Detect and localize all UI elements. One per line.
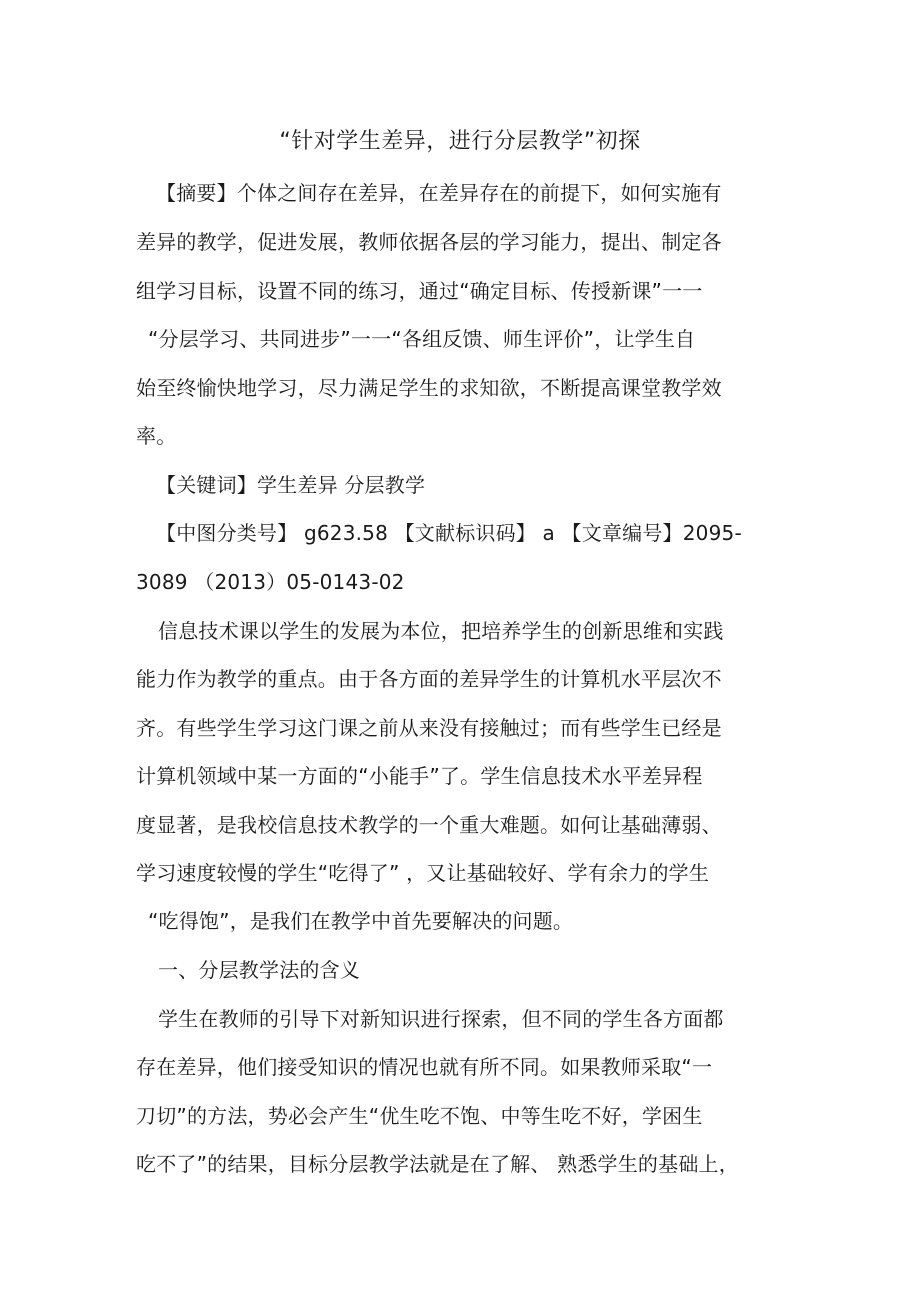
- intro-line: 信息技术课以学生的发展为本位，把培养学生的创新思维和实践: [158, 619, 724, 643]
- section-line: 存在差异，他们接受知识的情况也就有所不同。如果教师采取“一: [136, 1055, 713, 1079]
- document-title: “针对学生差异，进行分层教学”初探: [279, 129, 641, 154]
- intro-line: “吃得饱”，是我们在教学中首先要解决的问题。: [148, 909, 574, 933]
- intro-line: 能力作为教学的重点。由于各方面的差异学生的计算机水平层次不: [136, 667, 722, 691]
- abstract-line: 差异的教学，促进发展，教师依据各层的学习能力，提出、制定各: [136, 230, 722, 254]
- abstract-line: 始至终愉快地学习，尽力满足学生的求知欲，不断提高课堂教学效: [136, 376, 722, 400]
- keywords-line: 【关键词】学生差异 分层教学: [156, 473, 426, 497]
- classification-line: 【中图分类号】 g623.58 【文献标识码】 a 【文章编号】2095-: [156, 521, 742, 545]
- abstract-line: 组学习目标，设置不同的练习，通过“确定目标、传授新课”一一: [136, 279, 703, 303]
- section-heading: 一、分层教学法的含义: [158, 958, 360, 982]
- abstract-line: “分层学习、共同进步”一一“各组反馈、师生评价”，让学生自: [148, 327, 696, 351]
- section-line: 学生在教师的引导下对新知识进行探索，但不同的学生各方面都: [158, 1007, 724, 1031]
- abstract-line: 【摘要】个体之间存在差异，在差异存在的前提下，如何实施有: [156, 181, 722, 205]
- section-line: 吃不了”的结果，目标分层教学法就是在了解、 熟悉学生的基础上，: [136, 1152, 739, 1176]
- intro-line: 齐。有些学生学习这门课之前从来没有接触过；而有些学生已经是: [136, 716, 722, 740]
- intro-line: 学习速度较慢的学生“吃得了” ，又让基础较好、学有余力的学生: [136, 861, 710, 885]
- intro-line: 度显著，是我校信息技术教学的一个重大难题。如何让基础薄弱、: [136, 813, 722, 837]
- intro-line: 计算机领域中某一方面的“小能手”了。学生信息技术水平差异程: [136, 764, 703, 788]
- abstract-line: 率。: [136, 424, 177, 448]
- classification-line: 3089 （2013）05-0143-02: [136, 570, 405, 594]
- section-line: 刀切”的方法，势必会产生“优生吃不饱、中等生吃不好，学困生: [136, 1104, 703, 1128]
